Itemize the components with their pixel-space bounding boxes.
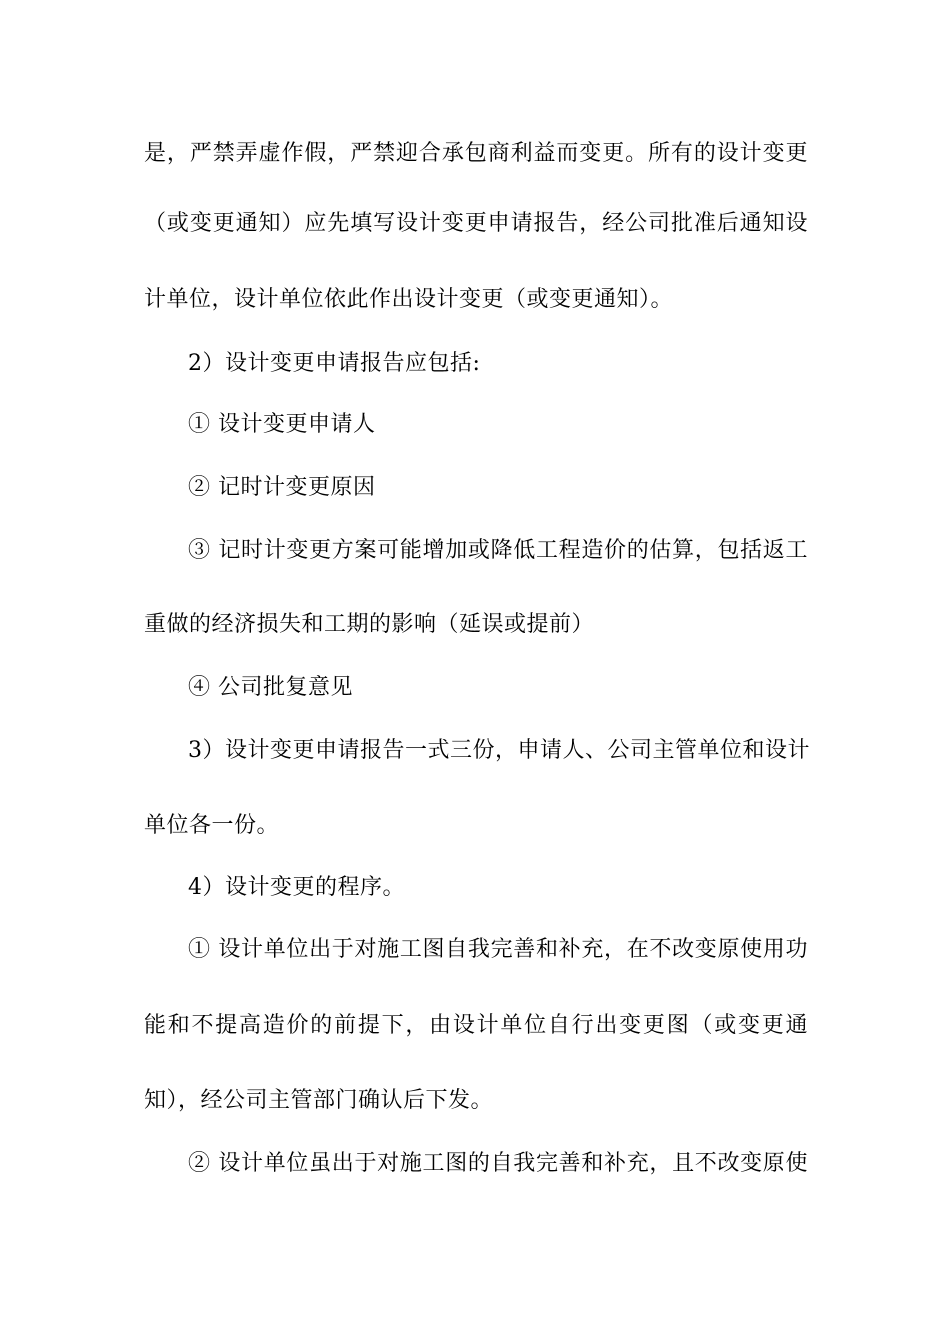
list-heading-2: 2）设计变更申请报告应包括:: [188, 351, 481, 376]
list-item-4: ④ 公司批复意见: [188, 675, 353, 700]
procedure-item-1-line-3: 知），经公司主管部门确认后下发。: [144, 1088, 494, 1113]
procedure-item-2: ② 设计单位虽出于对施工图的自我完善和补充，且不改变原使: [188, 1151, 808, 1176]
list-heading-3: 3）设计变更申请报告一式三份，申请人、公司主管单位和设计: [188, 738, 810, 763]
list-item-3: ③ 记时计变更方案可能增加或降低工程造价的估算，包括返工: [188, 538, 808, 563]
text-line-1: 是，严禁弄虚作假，严禁迎合承包商利益而变更。所有的设计变更: [144, 141, 808, 166]
list-heading-3-continued: 单位各一份。: [144, 813, 280, 838]
list-item-3-continued: 重做的经济损失和工期的影响（延误或提前）: [144, 612, 595, 637]
procedure-item-1: ① 设计单位出于对施工图自我完善和补充，在不改变原使用功: [188, 937, 808, 962]
procedure-item-1-line-2: 能和不提高造价的前提下，由设计单位自行出变更图（或变更通: [144, 1013, 808, 1038]
text-line-3: 计单位，设计单位依此作出设计变更（或变更通知）。: [144, 287, 674, 312]
list-item-1: ① 设计变更申请人: [188, 412, 376, 437]
list-heading-4: 4）设计变更的程序。: [188, 875, 405, 900]
list-item-2: ② 记时计变更原因: [188, 475, 376, 500]
text-line-2: （或变更通知）应先填写设计变更申请报告，经公司批准后通知设: [144, 211, 808, 236]
